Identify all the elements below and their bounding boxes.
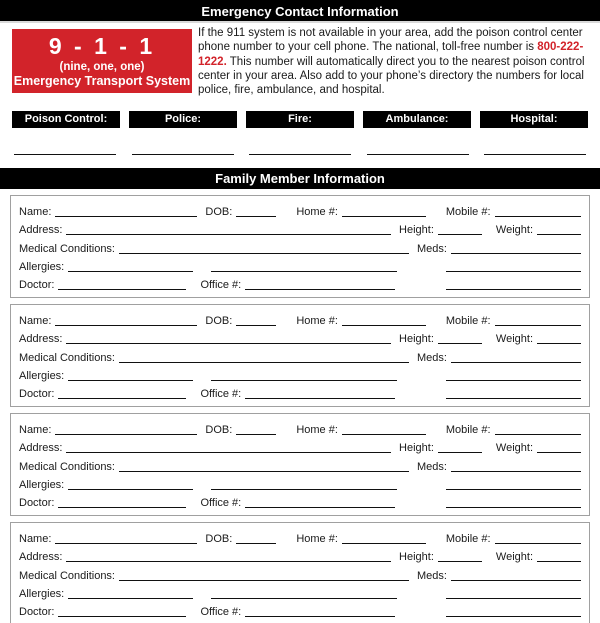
medical-conditions-label: Medical Conditions: [19,242,115,255]
mobile-number-line[interactable] [495,323,581,326]
home-number-line[interactable] [342,323,426,326]
meds-column-3 [409,505,581,510]
doctor-label: Doctor: [19,279,55,292]
address-label: Address: [19,333,63,346]
meds-column-3 [409,614,581,619]
name-line[interactable] [55,432,197,435]
medical-conditions-label: Medical Conditions: [19,351,115,364]
allergies-row [19,256,581,274]
meds-line[interactable] [451,469,581,472]
allergies-row [19,474,581,492]
address-label: Address: [19,442,63,455]
office-number-label: Office #: [200,497,242,510]
weight-label: Weight: [495,442,533,455]
allergies-line-2[interactable] [211,269,397,272]
dob-label: DOB: [205,533,233,546]
meds-column-3 [409,287,581,292]
height-line[interactable] [438,450,482,453]
medical-conditions-line[interactable] [119,469,409,472]
family-member-block-3 [10,413,590,516]
meds-column [409,570,581,583]
address-row [19,546,581,564]
meds-line-3[interactable] [446,505,581,508]
medical-conditions-row [19,564,581,582]
doctor-line[interactable] [58,614,186,617]
weight-label: Weight: [495,333,533,346]
ambulance-number-line[interactable] [367,154,469,155]
meds-column [409,243,581,256]
dob-label: DOB: [205,424,233,437]
allergies-line[interactable] [68,378,193,381]
mobile-number-line[interactable] [495,541,581,544]
911-number: 9 - 1 - 1 [48,33,156,59]
section-title-family-member: Family Member Information [215,171,385,186]
meds-label: Meds: [417,242,447,255]
doctor-label: Doctor: [19,388,55,401]
medical-conditions-label: Medical Conditions: [19,460,115,473]
meds-line-2[interactable] [446,487,581,490]
mobile-number-label: Mobile #: [445,315,491,328]
allergies-row [19,583,581,601]
office-number-line[interactable] [245,505,395,508]
weight-line[interactable] [537,450,581,453]
height-label: Height: [399,551,434,564]
medical-conditions-row [19,455,581,473]
height-label: Height: [399,442,434,455]
weight-label: Weight: [495,551,533,564]
address-line[interactable] [66,450,391,453]
dob-line[interactable] [236,432,276,435]
meds-line-3[interactable] [446,396,581,399]
height-label: Height: [399,224,434,237]
office-number-line[interactable] [245,287,395,290]
family-member-blocks [0,195,600,623]
allergies-label: Allergies: [19,369,65,382]
weight-line[interactable] [537,341,581,344]
office-number-label: Office #: [200,606,242,619]
mobile-number-line[interactable] [495,214,581,217]
doctor-label: Doctor: [19,497,55,510]
home-number-label: Home #: [296,206,338,219]
intro-section [0,23,600,110]
instructions-text-before: If the 911 system is not available in your area, add the poison control center phone number to your cell phone. The national, toll-free number is [198,27,583,54]
meds-line-2[interactable] [446,378,581,381]
doctor-row [19,274,581,292]
911-emergency-box [12,29,192,93]
meds-column-3 [409,396,581,401]
doctor-line[interactable] [58,287,186,290]
office-number-line[interactable] [245,396,395,399]
allergies-label: Allergies: [19,260,65,273]
911-number-words: (nine, one, one) [59,61,145,73]
911-caption: Emergency Transport System [13,74,191,88]
height-label: Height: [399,333,434,346]
service-label-ambulance: Ambulance: [363,111,471,128]
dob-label: DOB: [205,315,233,328]
medical-conditions-line[interactable] [119,360,409,363]
allergies-label: Allergies: [19,478,65,491]
home-number-line[interactable] [342,432,426,435]
fire-number-line[interactable] [249,154,351,155]
height-line[interactable] [438,559,482,562]
home-number-label: Home #: [296,424,338,437]
medical-conditions-label: Medical Conditions: [19,569,115,582]
allergies-label: Allergies: [19,587,65,600]
height-line[interactable] [438,341,482,344]
instructions-paragraph [198,26,596,97]
service-label-poison-control: Poison Control: [12,111,120,128]
address-line[interactable] [66,559,391,562]
weight-label: Weight: [495,224,533,237]
name-line[interactable] [55,214,197,217]
meds-column [409,352,581,365]
home-number-label: Home #: [296,533,338,546]
doctor-row [19,601,581,619]
doctor-row [19,492,581,510]
meds-line[interactable] [451,578,581,581]
doctor-label: Doctor: [19,606,55,619]
name-label: Name: [19,424,52,437]
family-member-block-2 [10,304,590,407]
allergies-line[interactable] [68,269,193,272]
meds-line[interactable] [451,251,581,254]
address-label: Address: [19,551,63,564]
name-row [19,528,581,546]
meds-line-2[interactable] [446,269,581,272]
instructions-text-after: This number will automatically direct you to the nearest poison control center in your area. Also add to your phone’s directory the numbers for local police, fire, ambulance, and hospital. [198,55,585,97]
medical-conditions-line[interactable] [119,251,409,254]
allergies-row [19,365,581,383]
service-label-police: Police: [129,111,237,128]
meds-column [409,461,581,474]
home-number-line[interactable] [342,541,426,544]
address-row [19,328,581,346]
name-row [19,201,581,219]
address-line[interactable] [66,232,391,235]
dob-line[interactable] [236,541,276,544]
weight-line[interactable] [537,559,581,562]
mobile-number-label: Mobile #: [445,206,491,219]
meds-line[interactable] [451,360,581,363]
service-label-fire: Fire: [246,111,354,128]
hospital-number-line[interactable] [484,154,586,155]
name-label: Name: [19,206,52,219]
allergies-line[interactable] [68,596,193,599]
meds-label: Meds: [417,351,447,364]
mobile-number-line[interactable] [495,432,581,435]
meds-line-2[interactable] [446,596,581,599]
dob-label: DOB: [205,206,233,219]
allergies-line-2[interactable] [211,596,397,599]
address-row [19,219,581,237]
allergies-line-2[interactable] [211,378,397,381]
poison-control-number-line[interactable] [14,154,116,155]
section-header-family-member [0,168,600,189]
doctor-line[interactable] [58,505,186,508]
medical-conditions-row [19,346,581,364]
section-header-emergency-contact [0,0,600,23]
home-number-line[interactable] [342,214,426,217]
office-number-label: Office #: [200,388,242,401]
police-number-line[interactable] [132,154,234,155]
weight-line[interactable] [537,232,581,235]
office-number-label: Office #: [200,279,242,292]
poison-control-phone-number: 800-222-1222. [198,41,584,68]
dob-line[interactable] [236,214,276,217]
emergency-services-blanks [0,154,600,155]
name-line[interactable] [55,541,197,544]
allergies-line-2[interactable] [211,487,397,490]
meds-label: Meds: [417,460,447,473]
family-member-block-4 [10,522,590,623]
name-label: Name: [19,315,52,328]
name-row [19,310,581,328]
home-number-label: Home #: [296,315,338,328]
service-label-hospital: Hospital: [480,111,588,128]
name-label: Name: [19,533,52,546]
doctor-line[interactable] [58,396,186,399]
name-line[interactable] [55,323,197,326]
height-line[interactable] [438,232,482,235]
family-member-block-1 [10,195,590,298]
mobile-number-label: Mobile #: [445,424,491,437]
emergency-services-labels [0,111,600,128]
meds-line-3[interactable] [446,614,581,617]
meds-line-3[interactable] [446,287,581,290]
medical-conditions-line[interactable] [119,578,409,581]
medical-conditions-row [19,237,581,255]
address-label: Address: [19,224,63,237]
name-row [19,419,581,437]
doctor-row [19,383,581,401]
mobile-number-label: Mobile #: [445,533,491,546]
section-title-emergency-contact: Emergency Contact Information [201,4,399,19]
meds-label: Meds: [417,569,447,582]
office-number-line[interactable] [245,614,395,617]
address-row [19,437,581,455]
address-line[interactable] [66,341,391,344]
allergies-line[interactable] [68,487,193,490]
dob-line[interactable] [236,323,276,326]
